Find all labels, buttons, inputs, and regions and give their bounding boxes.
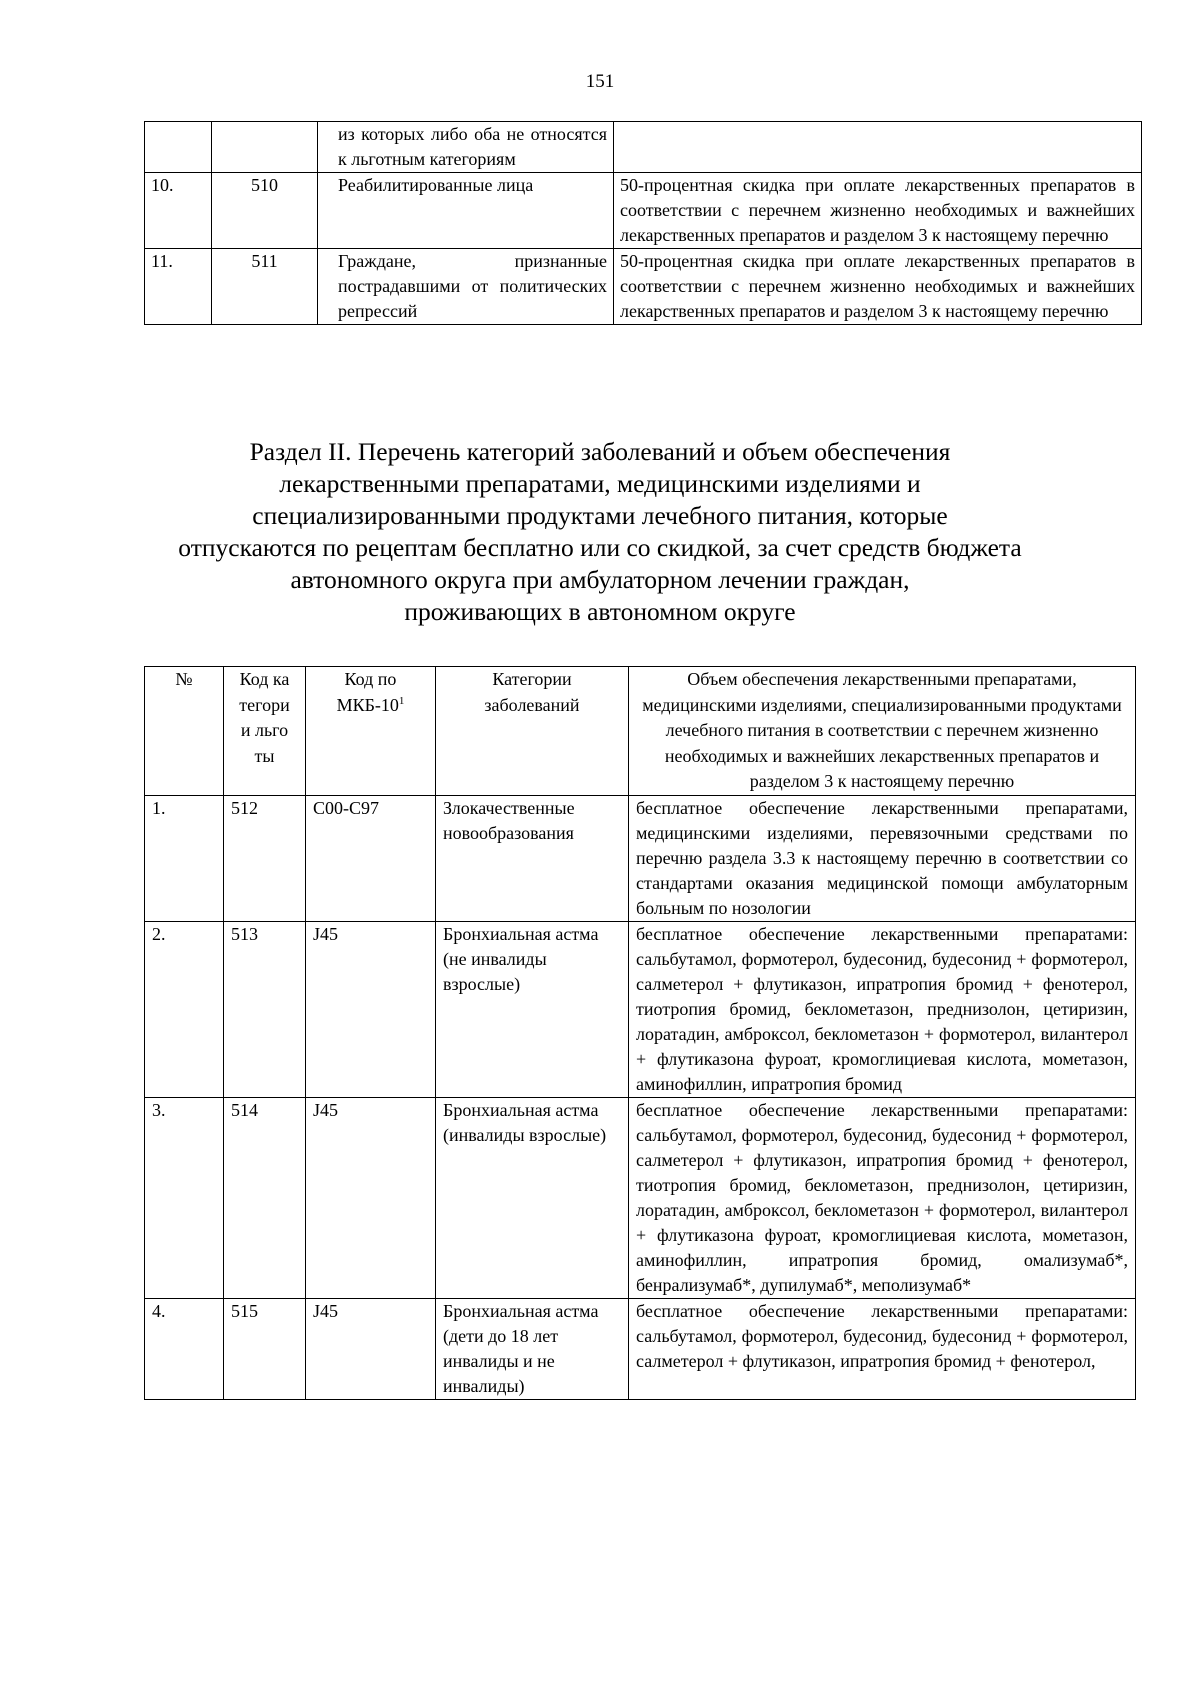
category-cell: Реабилитированные лица	[318, 173, 614, 249]
provision-cell: бесплатное обеспечение лекарственными препаратами, медицинскими изделиями, перевязочными средствами по перечню раздела 3.3 к настоящему перечню в соответствии со стандартами оказания медицинской помощи амбулаторным больным по нозологии	[629, 795, 1136, 921]
icd-code-cell: J45	[306, 1298, 436, 1399]
row-number-cell: 2.	[145, 921, 224, 1097]
table-row	[145, 1097, 1136, 1298]
provision-cell: 50-процентная скидка при оплате лекарственных препаратов в соответствии с перечнем жизненно необходимых и важнейших лекарственных препаратов и разделом 3 к настоящему перечню	[614, 173, 1142, 249]
page-number: 151	[585, 71, 615, 92]
footnote-marker: 1	[398, 694, 405, 707]
benefit-code-cell	[212, 122, 318, 173]
icd-code-cell: J45	[306, 1097, 436, 1298]
table-row	[145, 173, 1142, 249]
disease-categories-table	[144, 666, 1136, 1400]
icd-code-cell: J45	[306, 921, 436, 1097]
header-icd-code: Код по МКБ-$10^1$	[306, 667, 436, 796]
row-number-cell: 10.	[145, 173, 212, 249]
section-heading	[0, 436, 1200, 628]
table-header-row	[145, 667, 1136, 796]
table-row	[145, 795, 1136, 921]
provision-cell: бесплатное обеспечение лекарственными препаратами: сальбутамол, формотерол, будесонид, будесонид + формотерол, салметерол + флутиказон, ипратропия бромид + фенотерол,	[629, 1298, 1136, 1399]
row-number-cell: 4.	[145, 1298, 224, 1399]
provision-cell: бесплатное обеспечение лекарственными препаратами: сальбутамол, формотерол, будесонид, будесонид + формотерол, салметерол + флутиказон, ипратропия бромид + фенотерол, тиотропия бромид, беклометазон, преднизолон, цетиризин, лоратадин, амброксол, беклометазон + формотерол, вилантерол + флутиказона фуроат, кромоглициевая кислота, мометазон, аминофиллин, ипратропия бромид	[629, 921, 1136, 1097]
section-heading-line: отпускаются по рецептам бесплатно или со скидкой, за счет средств бюджета	[178, 533, 1022, 562]
disease-category-cell: Злокачественные новообразования	[436, 795, 629, 921]
row-number-cell: 3.	[145, 1097, 224, 1298]
disease-category-cell: Бронхиальная астма (дети до 18 лет инвалиды и не инвалиды)	[436, 1298, 629, 1399]
benefit-code-cell: 510	[212, 173, 318, 249]
disease-category-cell: Бронхиальная астма (инвалиды взрослые)	[436, 1097, 629, 1298]
header-provision: Объем обеспечения лекарственными препаратами, медицинскими изделиями, специализированными продуктами лечебного питания в соответствии с перечнем жизненно необходимых и важнейших лекарственных препаратов и разделом 3 к настоящему перечню	[629, 667, 1136, 796]
header-disease-category: Категории заболеваний	[436, 667, 629, 796]
table-row	[145, 921, 1136, 1097]
benefit-code-cell: 515	[224, 1298, 306, 1399]
icd-code-cell: C00-C97	[306, 795, 436, 921]
category-cell: из которых либо оба не относятся к льготным категориям	[318, 122, 614, 173]
section-heading-line: проживающих в автономном округе	[404, 597, 796, 626]
section-heading-line: лекарственными препаратами, медицинскими изделиями и	[279, 469, 921, 498]
provision-cell: 50-процентная скидка при оплате лекарственных препаратов в соответствии с перечнем жизненно необходимых и важнейших лекарственных препаратов и разделом 3 к настоящему перечню	[614, 249, 1142, 325]
header-num: №	[145, 667, 224, 796]
section-heading-line: специализированными продуктами лечебного питания, которые	[252, 501, 948, 530]
row-number-cell: 11.	[145, 249, 212, 325]
disease-category-cell: Бронхиальная астма (не инвалиды взрослые)	[436, 921, 629, 1097]
table-row	[145, 249, 1142, 325]
section-heading-line: Раздел II. Перечень категорий заболеваний и объем обеспечения	[249, 437, 951, 466]
table-row	[145, 122, 1142, 173]
benefit-code-cell: 514	[224, 1097, 306, 1298]
header-benefit-code: Код категории льготы	[224, 667, 306, 796]
row-number-cell	[145, 122, 212, 173]
provision-cell: бесплатное обеспечение лекарственными препаратами: сальбутамол, формотерол, будесонид, будесонид + формотерол, салметерол + флутиказон, ипратропия бромид + фенотерол, тиотропия бромид, беклометазон, преднизолон, цетиризин, лоратадин, амброксол, беклометазон + формотерол, вилантерол + флутиказона фуроат, кромоглициевая кислота, мометазон, аминофиллин, ипратропия бромид, омализумаб*, бенрализумаб*, дупилумаб*, меполизумаб*	[629, 1097, 1136, 1298]
row-number-cell: 1.	[145, 795, 224, 921]
benefit-code-cell: 512	[224, 795, 306, 921]
category-cell: Граждане, признанные пострадавшими от политических репрессий	[318, 249, 614, 325]
table-row	[145, 1298, 1136, 1399]
benefits-table-continued	[144, 121, 1142, 325]
provision-cell	[614, 122, 1142, 173]
benefit-code-cell: 513	[224, 921, 306, 1097]
section-heading-line: автономного округа при амбулаторном лечении граждан,	[290, 565, 910, 594]
benefit-code-cell: 511	[212, 249, 318, 325]
